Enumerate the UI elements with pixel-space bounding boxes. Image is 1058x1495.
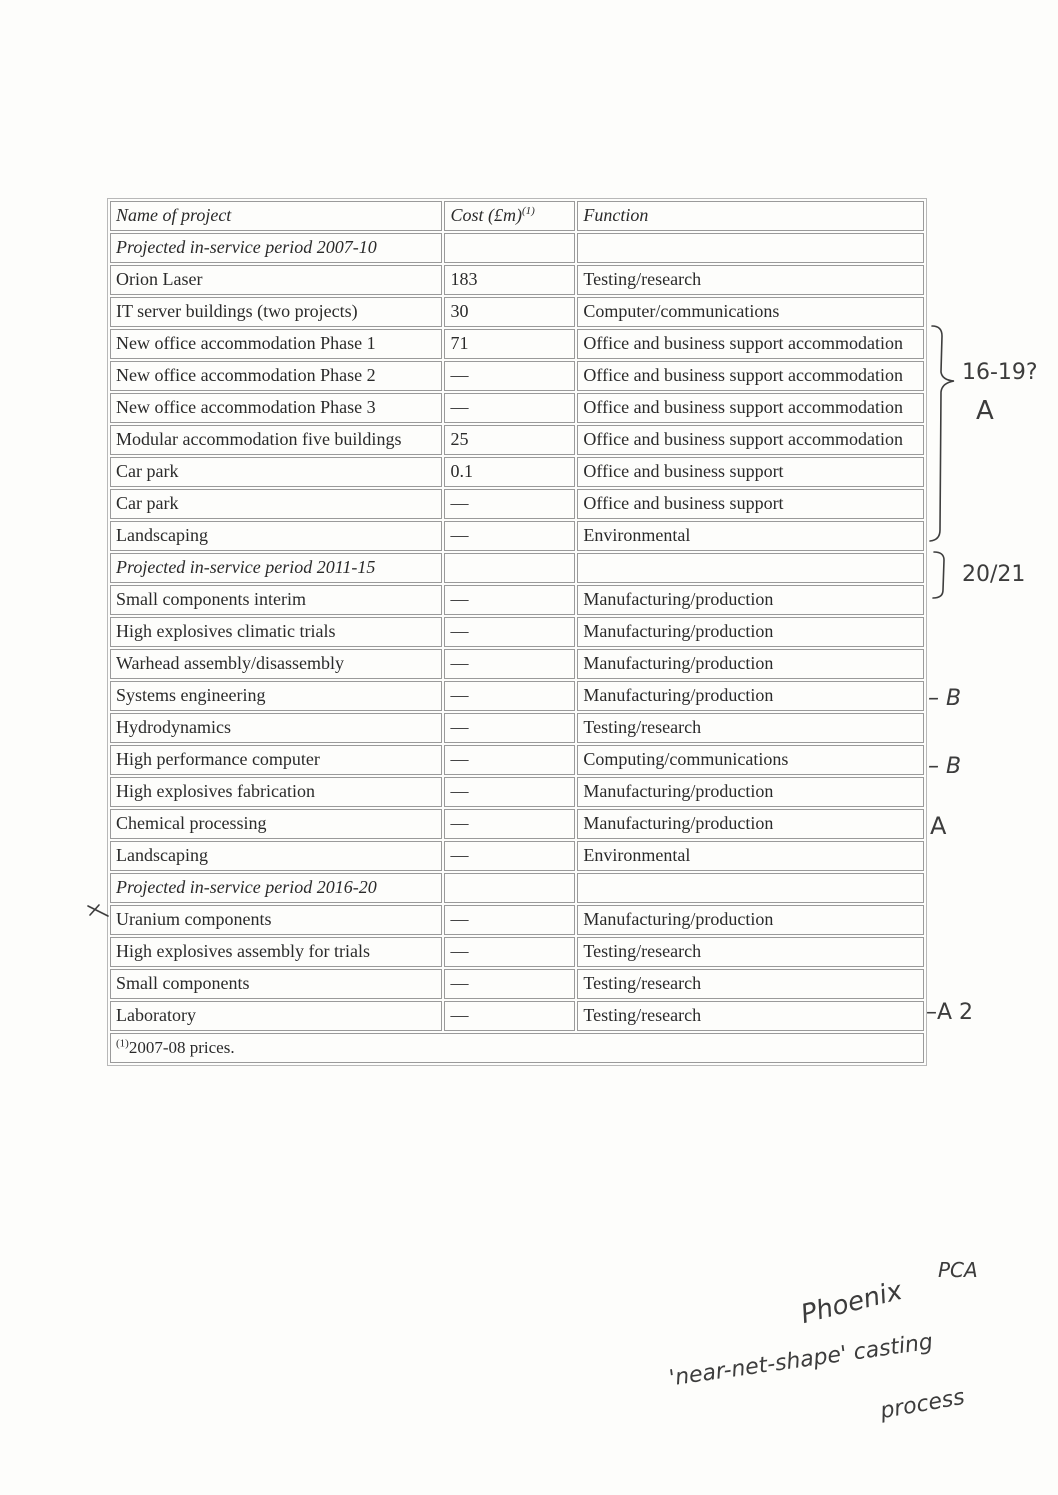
project-cost: 30 — [444, 297, 575, 327]
project-cost: — — [444, 649, 575, 679]
project-name: Systems engineering — [110, 681, 442, 711]
annotation-note-line3: process — [878, 1384, 967, 1425]
project-cost: — — [444, 969, 575, 999]
project-function: Manufacturing/production — [577, 809, 924, 839]
project-function: Manufacturing/production — [577, 617, 924, 647]
project-cost: — — [444, 713, 575, 743]
project-function: Manufacturing/production — [577, 905, 924, 935]
annotation-bracket1-text: 16-19? — [962, 360, 1038, 385]
project-cost: — — [444, 1001, 575, 1031]
project-name: Chemical processing — [110, 809, 442, 839]
project-function: Manufacturing/production — [577, 681, 924, 711]
project-name: Uranium components — [110, 905, 442, 935]
project-function: Manufacturing/production — [577, 777, 924, 807]
project-function: Office and business support accommodation — [577, 425, 924, 455]
header-name: Name of project — [110, 201, 442, 231]
project-cost: — — [444, 777, 575, 807]
section-title: Projected in-service period 2011-15 — [110, 553, 442, 583]
project-function: Testing/research — [577, 713, 924, 743]
project-name: Car park — [110, 489, 442, 519]
project-cost: — — [444, 585, 575, 615]
project-function: Computer/communications — [577, 297, 924, 327]
project-function: Office and business support — [577, 457, 924, 487]
project-cost: — — [444, 809, 575, 839]
bracket-1 — [930, 326, 954, 541]
annotation-b1: – B — [928, 686, 962, 711]
annotation-note-line2: 'near-net-shape' casting — [667, 1329, 935, 1392]
project-cost: — — [444, 905, 575, 935]
project-function: Office and business support accommodation — [577, 329, 924, 359]
project-cost: — — [444, 841, 575, 871]
project-cost: — — [444, 489, 575, 519]
project-name: Car park — [110, 457, 442, 487]
project-function: Office and business support — [577, 489, 924, 519]
header-function: Function — [577, 201, 924, 231]
project-name: High explosives climatic trials — [110, 617, 442, 647]
project-cost: — — [444, 937, 575, 967]
project-cost: — — [444, 681, 575, 711]
header-cost: Cost (£m)$^{(1)}$ — [444, 201, 575, 231]
project-cost: — — [444, 745, 575, 775]
header-cost-note: (1) — [521, 205, 535, 217]
project-function: Computing/communications — [577, 745, 924, 775]
project-function: Environmental — [577, 841, 924, 871]
bracket-2 — [933, 552, 944, 598]
tick-mark — [88, 905, 108, 916]
annotation-b2: – B — [928, 754, 962, 779]
project-function: Manufacturing/production — [577, 649, 924, 679]
project-name: Hydrodynamics — [110, 713, 442, 743]
project-cost: — — [444, 617, 575, 647]
annotation-a1: A — [930, 812, 947, 840]
footnote-mark: (1) — [116, 1037, 129, 1050]
project-name: Landscaping — [110, 521, 442, 551]
project-cost: 71 — [444, 329, 575, 359]
project-cost: 0.1 — [444, 457, 575, 487]
project-cost: 25 — [444, 425, 575, 455]
project-name: Small components — [110, 969, 442, 999]
project-name: Orion Laser — [110, 265, 442, 295]
project-cost: 183 — [444, 265, 575, 295]
project-function: Testing/research — [577, 265, 924, 295]
project-name: High explosives assembly for trials — [110, 937, 442, 967]
project-function: Environmental — [577, 521, 924, 551]
project-name: Landscaping — [110, 841, 442, 871]
project-name: Warhead assembly/disassembly — [110, 649, 442, 679]
project-cost: — — [444, 393, 575, 423]
project-name: High performance computer — [110, 745, 442, 775]
project-name: New office accommodation Phase 3 — [110, 393, 442, 423]
project-name: High explosives fabrication — [110, 777, 442, 807]
project-function: Testing/research — [577, 937, 924, 967]
project-name: New office accommodation Phase 1 — [110, 329, 442, 359]
project-name: Laboratory — [110, 1001, 442, 1031]
project-function: Office and business support accommodation — [577, 393, 924, 423]
annotation-note-top: PCA — [938, 1258, 978, 1282]
project-function: Testing/research — [577, 969, 924, 999]
section-title: Projected in-service period 2016-20 — [110, 873, 442, 903]
project-function: Testing/research — [577, 1001, 924, 1031]
annotation-bracket1-letter: A — [976, 396, 994, 426]
project-name: New office accommodation Phase 2 — [110, 361, 442, 391]
annotation-note-line1: Phoenix — [797, 1275, 906, 1331]
project-function: Office and business support accommodation — [577, 361, 924, 391]
project-name: Modular accommodation five buildings — [110, 425, 442, 455]
section-title: Projected in-service period 2007-10 — [110, 233, 442, 263]
annotation-a2: –A 2 — [926, 1000, 974, 1025]
project-name: Small components interim — [110, 585, 442, 615]
annotation-bracket2-text: 20/21 — [962, 562, 1026, 587]
project-function: Manufacturing/production — [577, 585, 924, 615]
project-name: IT server buildings (two projects) — [110, 297, 442, 327]
project-cost: — — [444, 361, 575, 391]
project-cost: — — [444, 521, 575, 551]
footnote-text: 2007-08 prices. — [128, 1038, 235, 1057]
